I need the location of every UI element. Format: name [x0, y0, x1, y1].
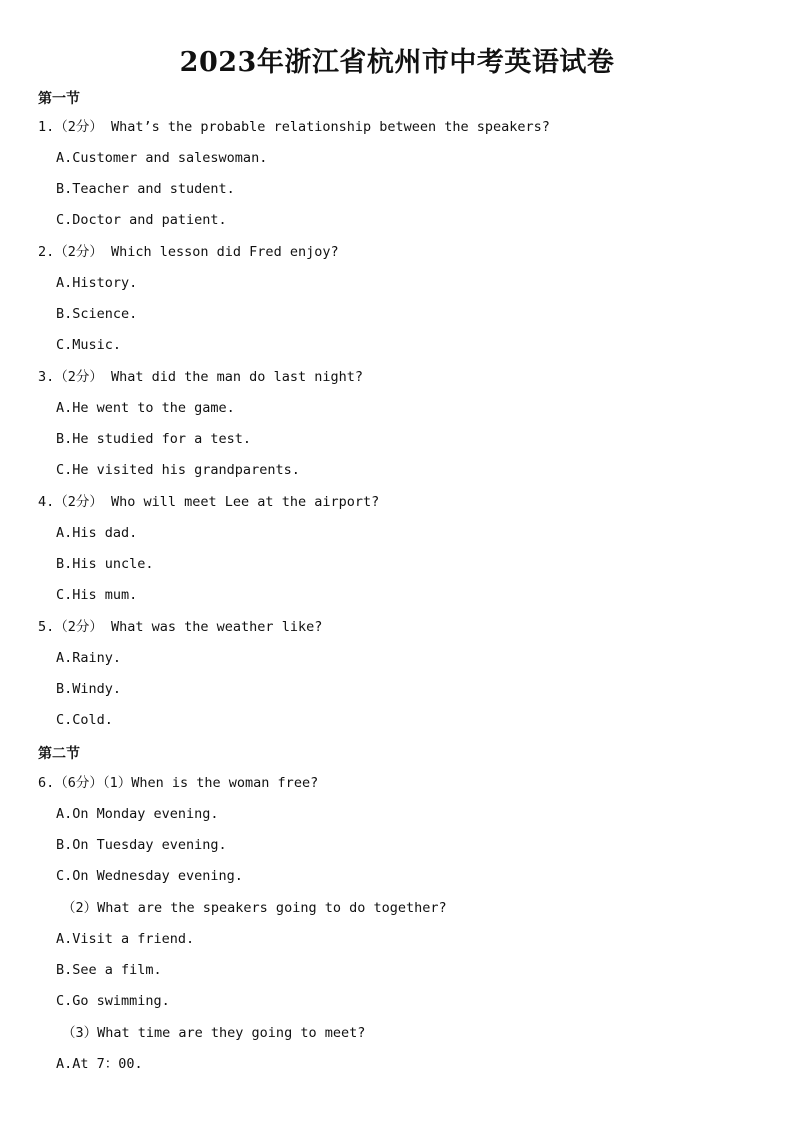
question-1-option-b: B.Teacher and student. [56, 181, 235, 197]
question-6-2-option-b: B.See a film. [56, 962, 162, 978]
question-2-option-a: A.History. [56, 275, 138, 291]
question-4-option-c: C.His mum. [56, 587, 138, 603]
question-6-2-stem: （2）What are the speakers going to do together? [62, 900, 447, 916]
question-3-stem: 3.（2分） What did the man do last night? [38, 369, 363, 385]
question-3-option-b: B.He studied for a test. [56, 431, 252, 447]
question-6-stem: 6.（6分）（1）When is the woman free? [38, 775, 319, 791]
question-4-option-b: B.His uncle. [56, 556, 154, 572]
question-6-1-option-a: A.On Monday evening. [56, 806, 219, 822]
section-heading-2: 第二节 [38, 746, 80, 762]
question-2-option-c: C.Music. [56, 337, 122, 353]
question-4-stem: 4.（2分） Who will meet Lee at the airport? [38, 494, 380, 510]
question-6-1-option-b: B.On Tuesday evening. [56, 837, 227, 853]
question-6-1-option-c: C.On Wednesday evening. [56, 868, 243, 884]
question-6-2-option-c: C.Go swimming. [56, 993, 170, 1009]
question-1-option-c: C.Doctor and patient. [56, 212, 227, 228]
section-heading-1: 第一节 [38, 91, 80, 107]
question-4-option-a: A.His dad. [56, 525, 138, 541]
question-3-option-c: C.He visited his grandparents. [56, 462, 300, 478]
question-6-3-stem: （3）What time are they going to meet? [62, 1025, 366, 1041]
question-1-stem: 1.（2分） What’s the probable relationship between the speakers? [38, 119, 550, 135]
question-3-option-a: A.He went to the game. [56, 400, 235, 416]
question-6-3-option-a: A.At 7：00. [56, 1056, 143, 1072]
page-title: 2023年浙江省杭州市中考英语试卷 [179, 47, 615, 78]
question-2-option-b: B.Science. [56, 306, 138, 322]
question-5-option-a: A.Rainy. [56, 650, 122, 666]
question-1-option-a: A.Customer and saleswoman. [56, 150, 268, 166]
question-5-option-b: B.Windy. [56, 681, 122, 697]
question-5-option-c: C.Cold. [56, 712, 113, 728]
question-6-2-option-a: A.Visit a friend. [56, 931, 195, 947]
question-2-stem: 2.（2分） Which lesson did Fred enjoy? [38, 244, 339, 260]
question-5-stem: 5.（2分） What was the weather like? [38, 619, 323, 635]
